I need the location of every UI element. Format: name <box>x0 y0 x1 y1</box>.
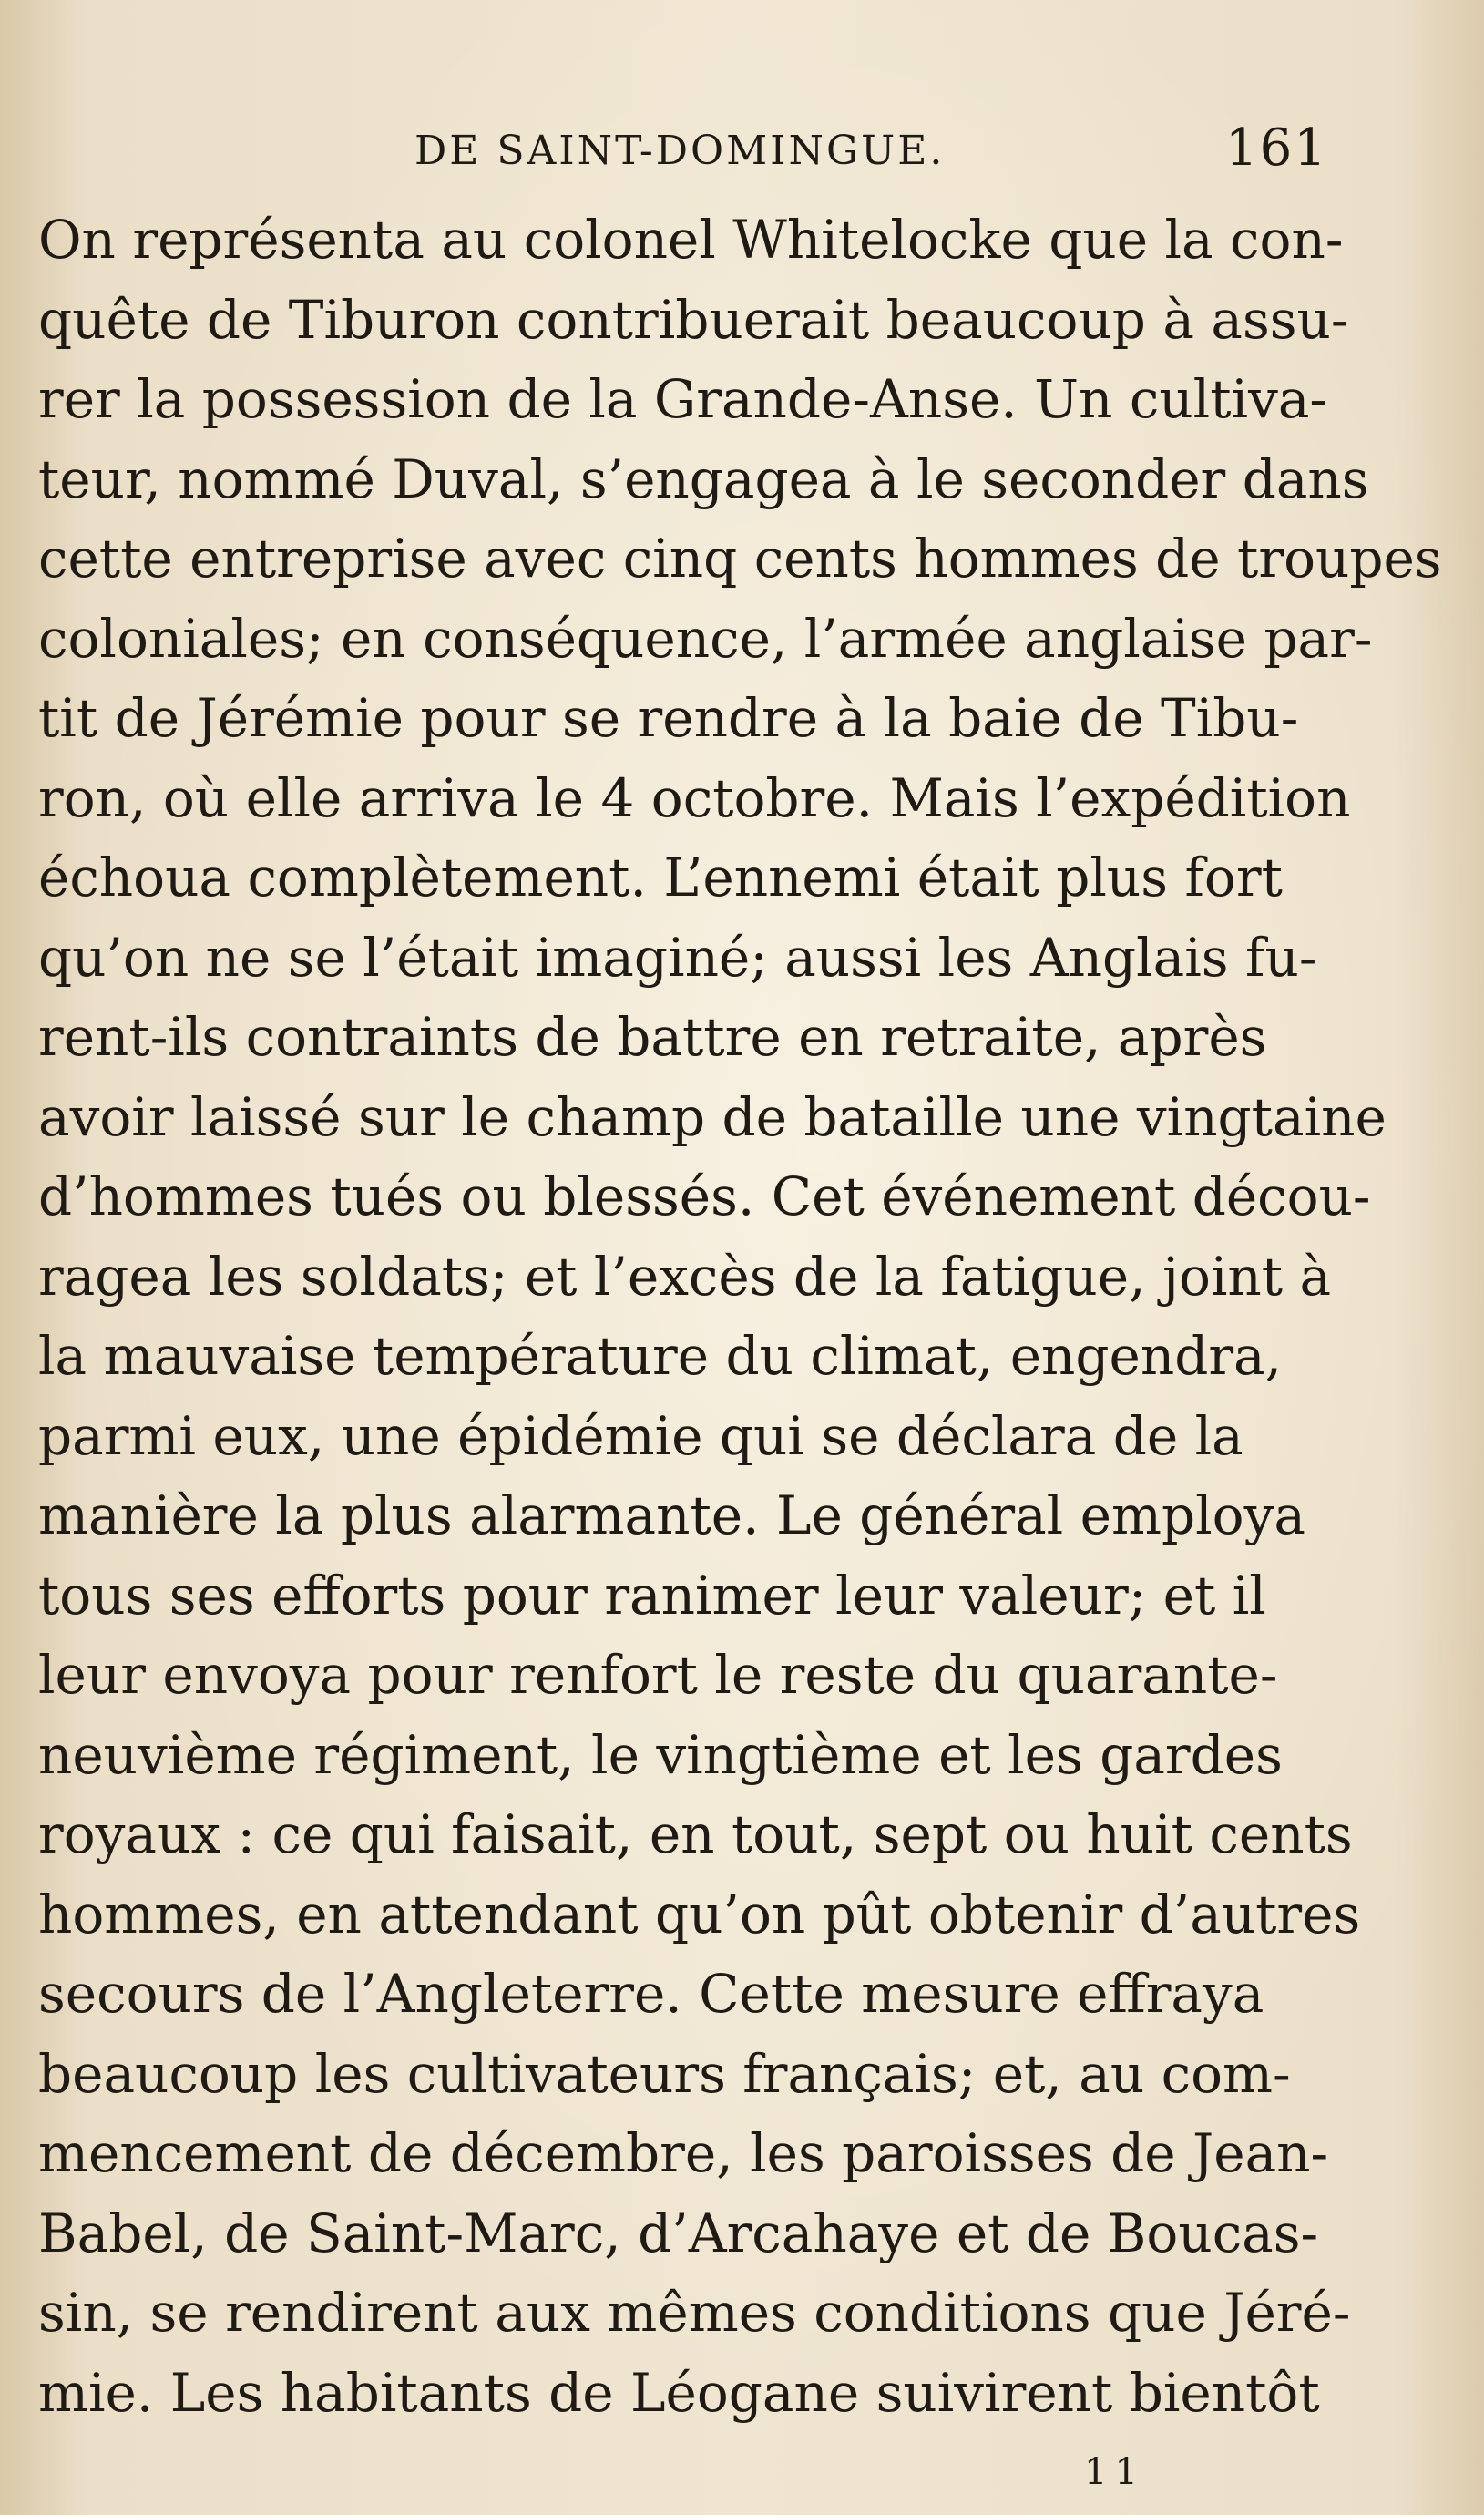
text-line: teur, nommé Duval, s’engagea à le seconder dans <box>38 447 1369 510</box>
text-line: Babel, de Saint-Marc, d’Arcahaye et de Boucas- <box>38 2202 1319 2264</box>
text-line: neuvième régiment, le vingtième et les gardes <box>38 1723 1283 1786</box>
text-line: beaucoup les cultivateurs français; et, au com- <box>38 2042 1291 2105</box>
text-line: la mauvaise température du climat, engendra, <box>38 1325 1283 1387</box>
text-line: coloniales; en conséquence, l’armée anglaise par- <box>38 607 1373 670</box>
text-line: royaux : ce qui faisait, en tout, sept ou huit cents <box>38 1803 1353 1865</box>
page-number: 161 <box>1225 118 1328 178</box>
text-line: qu’on ne se l’était imaginé; aussi les Anglais fu- <box>38 926 1317 989</box>
text-line: mie. Les habitants de Léogane suivirent bientôt <box>38 2361 1320 2424</box>
text-line: ron, où elle arriva le 4 octobre. Mais l’expédition <box>38 766 1351 829</box>
text-line: secours de l’Angleterre. Cette mesure effraya <box>38 1963 1264 2025</box>
text-line: parmi eux, une épidémie qui se déclara de la <box>38 1404 1243 1467</box>
text-line: mencement de décembre, les paroisses de Jean- <box>38 2122 1329 2184</box>
body-text <box>38 200 1442 2433</box>
text-line: manière la plus alarmante. Le général employa <box>38 1484 1305 1546</box>
running-head: DE SAINT-DOMINGUE. <box>414 128 946 174</box>
text-line: rer la possession de la Grande-Anse. Un cultiva- <box>38 368 1328 430</box>
text-line: quête de Tiburon contribuerait beaucoup à assu- <box>38 288 1349 351</box>
text-line: On représenta au colonel Whitelocke que la con- <box>38 209 1344 271</box>
text-line: rent-ils contraints de battre en retraite, après <box>38 1006 1267 1068</box>
text-line: tit de Jérémie pour se rendre à la baie de Tibu- <box>38 687 1299 749</box>
text-line: tous ses efforts pour ranimer leur valeur; et il <box>38 1564 1266 1627</box>
text-line: cette entreprise avec cinq cents hommes de troupes <box>38 528 1442 590</box>
text-line: leur envoya pour renfort le reste du quarante- <box>38 1644 1278 1706</box>
text-line: sin, se rendirent aux mêmes conditions que Jéré- <box>38 2282 1351 2344</box>
text-line: avoir laissé sur le champ de bataille une vingtaine <box>38 1085 1387 1148</box>
text-line: ragea les soldats; et l’excès de la fatigue, joint à <box>38 1245 1332 1308</box>
text-line: hommes, en attendant qu’on pût obtenir d’autres <box>38 1883 1361 1945</box>
text-line: d’hommes tués ou blessés. Cet événement décou- <box>38 1165 1371 1227</box>
text-line: échoua complètement. L’ennemi était plus fort <box>38 847 1283 908</box>
signature-mark: 11 <box>1084 2451 1145 2493</box>
